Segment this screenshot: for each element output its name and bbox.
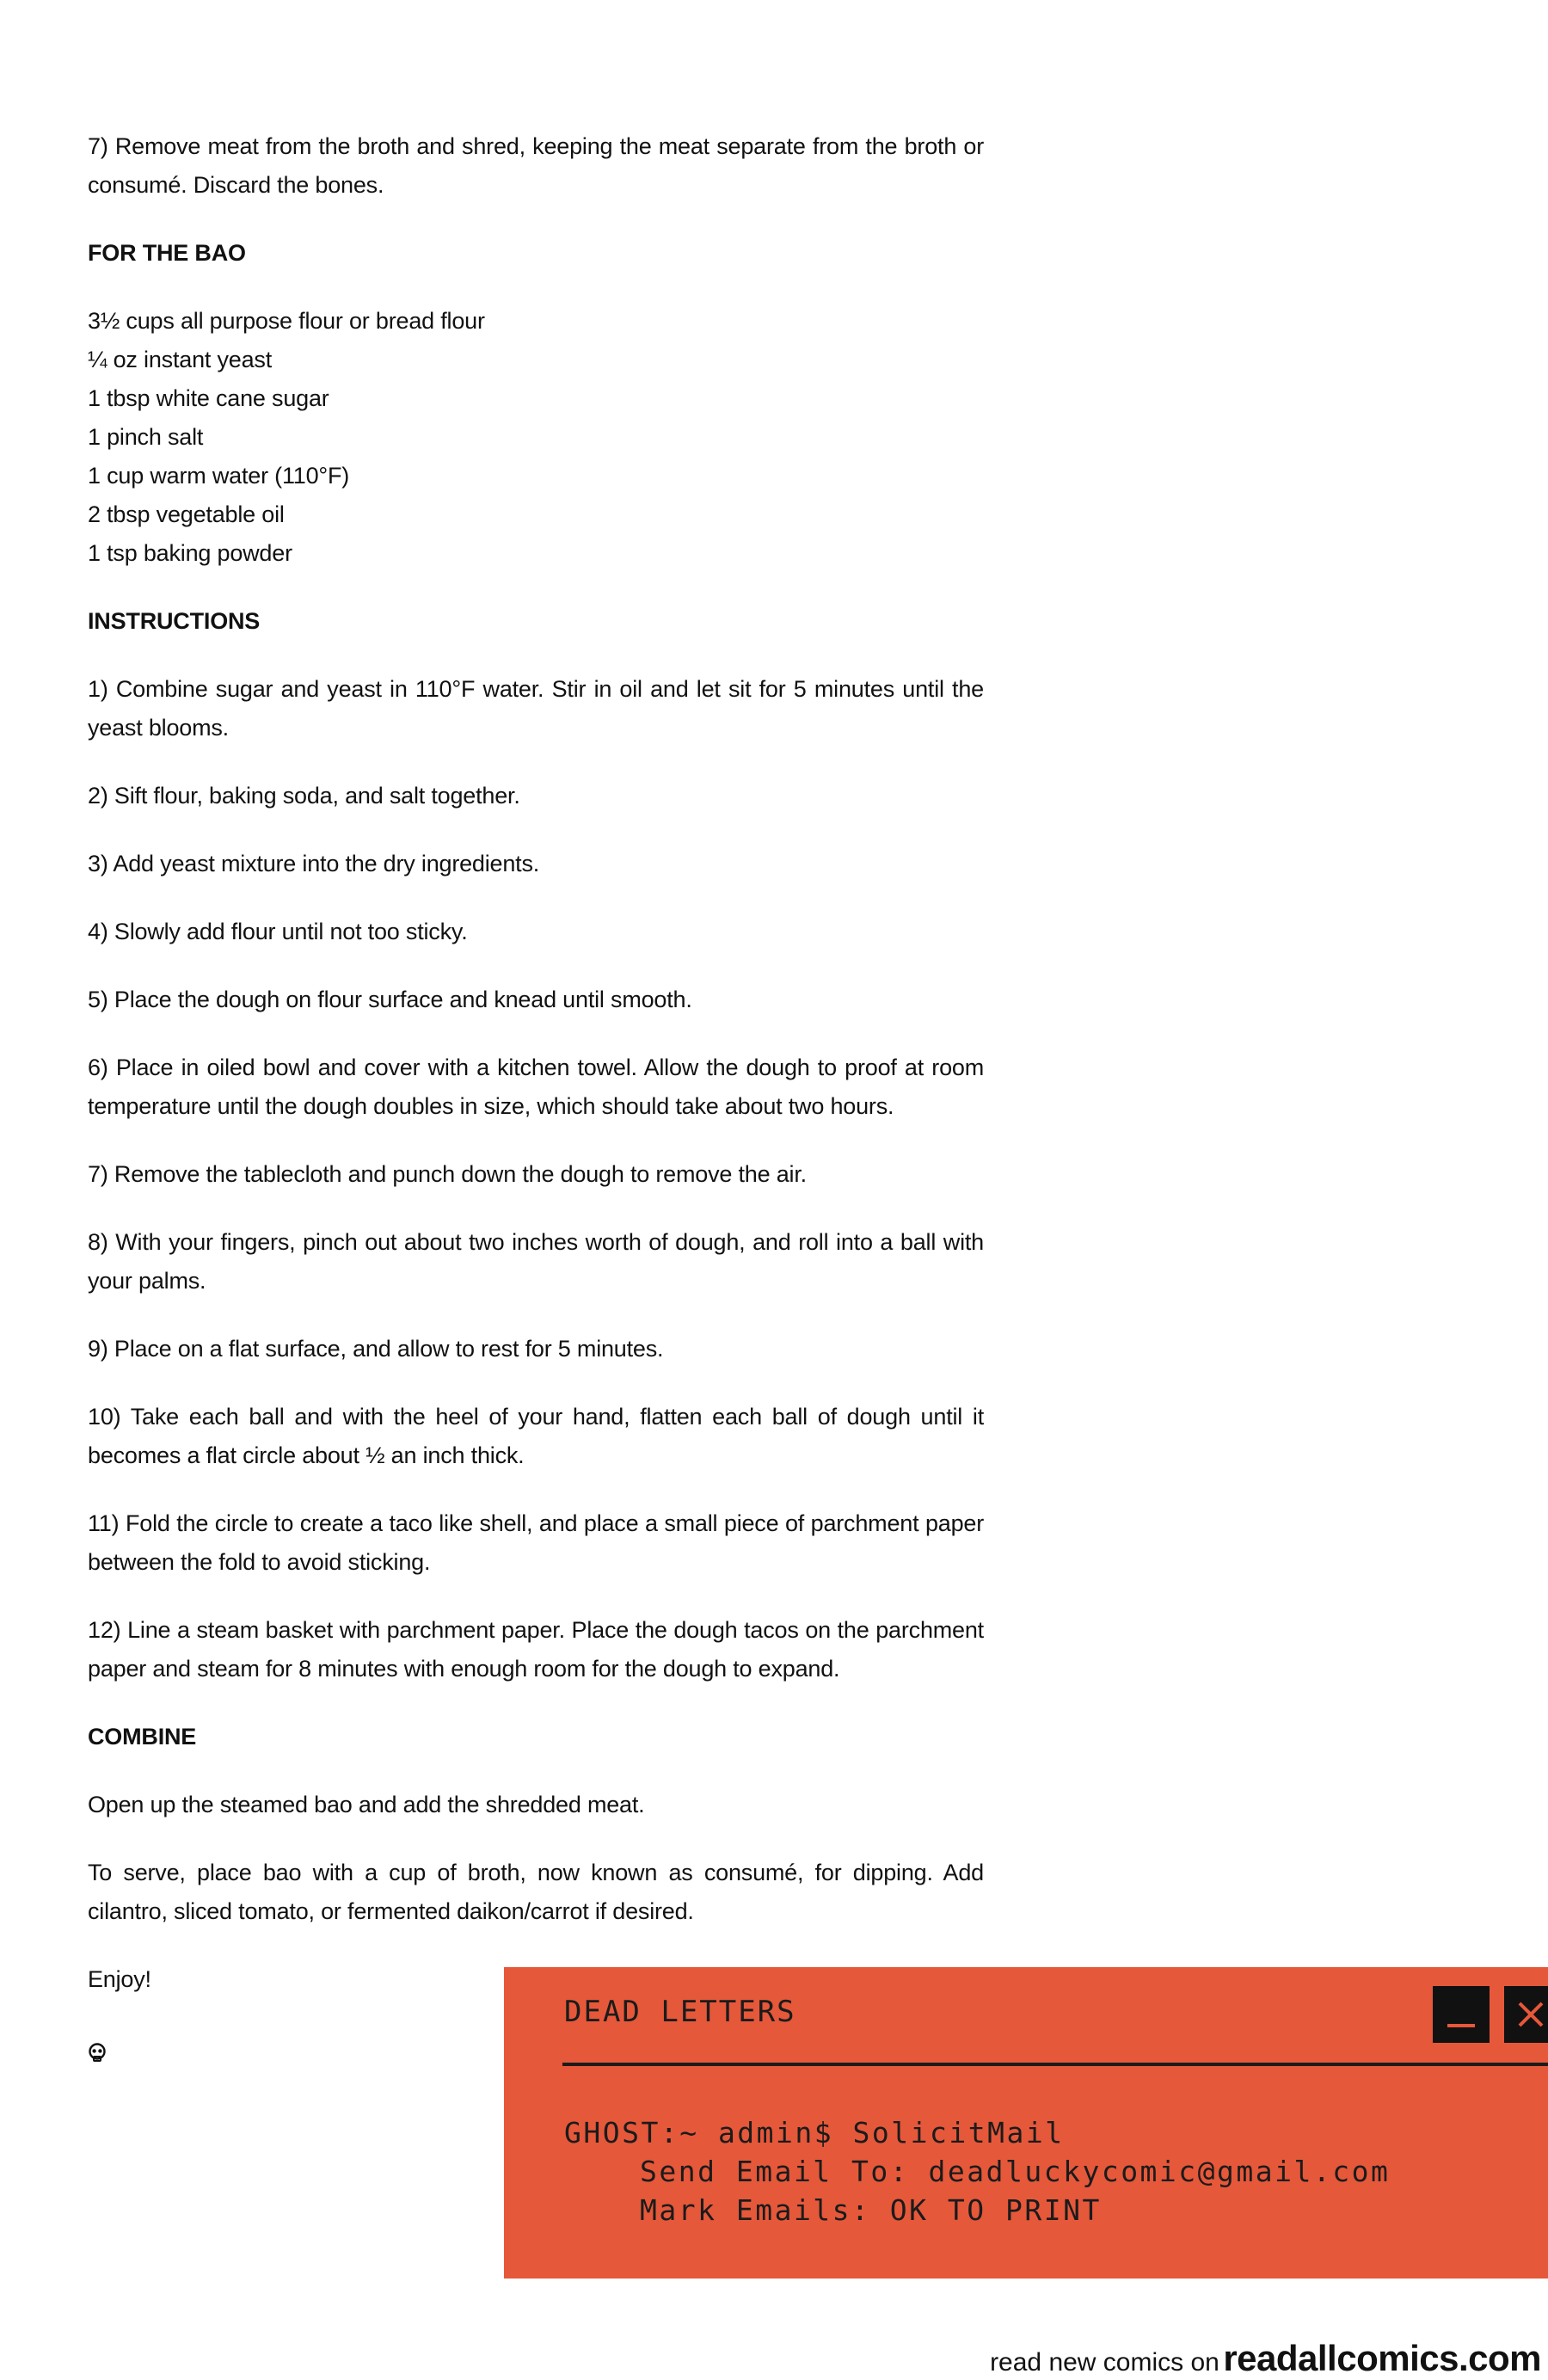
terminal-prompt: GHOST:~ admin$ SolicitMail <box>564 2116 1065 2149</box>
ingredient-item: 2 tbsp vegetable oil <box>88 501 285 527</box>
instruction-step: 4) Slowly add flour until not too sticky. <box>88 919 468 944</box>
dead-letters-title: DEAD LETTERS <box>564 1995 796 2029</box>
instruction-step: 6) Place in oiled bowl and cover with a kitchen towel. Allow the dough to proof at room temperature until the dough doubles in size, which should take about two hours. <box>88 1055 984 1119</box>
instruction-step: 11) Fold the circle to create a taco like shell, and place a small piece of parchment paper between the fold to avoid sticking. <box>88 1510 984 1575</box>
instruction-step: 5) Place the dough on flour surface and knead until smooth. <box>88 987 692 1012</box>
close-icon[interactable] <box>1504 1986 1548 2043</box>
ingredient-item: 1 tbsp white cane sugar <box>88 385 329 411</box>
serve-text: To serve, place bao with a cup of broth, now known as consumé, for dipping. Add cilantro, sliced tomato, or fermented daikon/carrot if desired. <box>88 1860 984 1924</box>
instruction-step: 3) Add yeast mixture into the dry ingredients. <box>88 851 540 876</box>
step-7-meat: 7) Remove meat from the broth and shred, keeping the meat separate from the broth or consumé. Discard the bones. <box>88 133 984 198</box>
title-divider <box>562 2063 1548 2066</box>
bao-heading: FOR THE BAO <box>88 240 246 266</box>
instruction-step: 8) With your fingers, pinch out about two inches worth of dough, and roll into a ball with your palms. <box>88 1229 984 1294</box>
instruction-step: 12) Line a steam basket with parchment paper. Place the dough tacos on the parchment paper and steam for 8 minutes with enough room for the dough to expand. <box>88 1617 984 1682</box>
instruction-step: 10) Take each ball and with the heel of your hand, flatten each ball of dough until it becomes a flat circle about ½ an inch thick. <box>88 1404 984 1468</box>
sign-off: Enjoy! <box>88 1966 151 1992</box>
footer-site[interactable]: readallcomics.com <box>1223 2338 1541 2378</box>
dead-letters-panel <box>504 1967 1548 2279</box>
instructions-heading: INSTRUCTIONS <box>88 608 261 634</box>
ingredient-item: 1 pinch salt <box>88 424 204 450</box>
mark-line: Mark Emails: OK TO PRINT <box>640 2193 1102 2227</box>
instruction-step: 9) Place on a flat surface, and allow to rest for 5 minutes. <box>88 1336 664 1362</box>
recipe-content <box>88 127 984 2074</box>
ingredient-item: ¼ oz instant yeast <box>88 347 273 372</box>
combine-heading: COMBINE <box>88 1724 197 1750</box>
ingredient-item: 1 cup warm water (110°F) <box>88 463 350 489</box>
instruction-step: 2) Sift flour, baking soda, and salt together. <box>88 783 520 809</box>
footer-prefix: read new comics on <box>990 2348 1219 2377</box>
terminal-output <box>564 2113 1390 2229</box>
email-line: Send Email To: deadluckycomic@gmail.com <box>640 2155 1391 2188</box>
ingredient-item: 1 tsp baking powder <box>88 540 292 566</box>
ingredient-item: 3½ cups all purpose flour or bread flour <box>88 308 485 334</box>
ingredients-list <box>88 302 984 573</box>
instruction-step: 1) Combine sugar and yeast in 110°F water. Stir in oil and let sit for 5 minutes until the yeast blooms. <box>88 676 984 741</box>
instruction-step: 7) Remove the tablecloth and punch down the dough to remove the air. <box>88 1161 807 1187</box>
footer-watermark <box>990 2338 1541 2379</box>
minimize-icon[interactable] <box>1433 1986 1490 2043</box>
skull-icon <box>88 2035 107 2054</box>
combine-text: Open up the steamed bao and add the shredded meat. <box>88 1792 645 1817</box>
